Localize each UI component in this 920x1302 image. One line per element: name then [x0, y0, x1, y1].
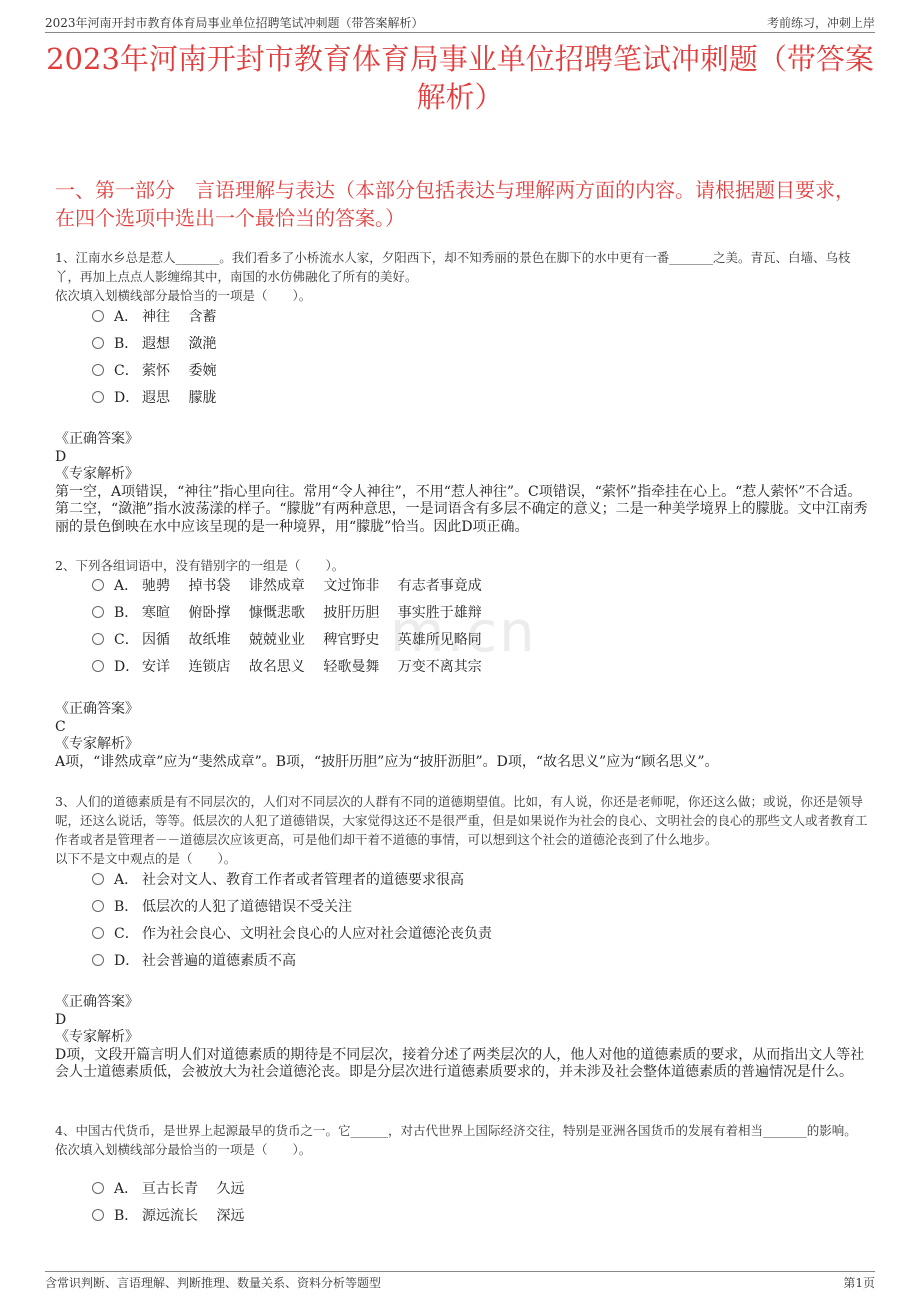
analysis-text: A项，“诽然成章”应为“斐然成章”。B项，“披肝历胆”应为“披肝沥胆”。D项，“故名思义”应为“顾名思义”。	[55, 753, 719, 770]
radio-icon[interactable]	[92, 927, 104, 939]
page-footer	[45, 1271, 875, 1292]
radio-icon[interactable]	[92, 1182, 104, 1194]
radio-icon[interactable]	[92, 954, 104, 966]
analysis-text: D项，文段开篇言明人们对道德素质的期待是不同层次，接着分述了两类层次的人，他人对他的道德素质的要求，从而指出文人等社会人士道德素质低，会被放大为社会道德沦丧。即是分层次进行道德素质要求的，并未涉及社会整体道德素质的普遍情况是什么。	[55, 1046, 865, 1080]
question-1-options	[92, 304, 216, 412]
analysis-label: 《专家解析》	[55, 466, 139, 482]
analysis-label: 《专家解析》	[55, 1029, 139, 1045]
question-stem: 4、中国古代货币，是世界上起源最早的货币之一。它______，对古代世界上国际经济交往，特别是亚洲各国货币的发展有着相当_______的影响。	[55, 1123, 857, 1138]
question-stem: 1、江南水乡总是惹人_______。我们看多了小桥流水人家，夕阳西下，却不知秀丽的景色在脚下的水中更有一番_______之美。青瓦、白墙、乌枝丫，再加上点点人影缠绵其中，南国的水仿佛融化了所有的美好。	[55, 250, 851, 284]
radio-icon[interactable]	[92, 873, 104, 885]
question-1	[55, 248, 870, 305]
question-2-answer	[55, 701, 870, 771]
analysis-text: 第一空，A项错误，“神往”指心里向往。常用“令人神往”，不用“惹人神往”。C项错误，“萦怀”指牵挂在心上。“惹人萦怀”不合适。第二空，“潋滟”指水波荡漾的样子。“朦胧”有两种意思，一是词语含有多层不确定的意义；二是一种美学境界上的朦胧。文中江南秀丽的景色倒映在水中应该呈现的是一种境界，用“朦胧”恰当。因此D项正确。	[55, 483, 868, 535]
answer-value: C	[55, 718, 66, 735]
header-doc-title: 2023年河南开封市教育体育局事业单位招聘笔试冲刺题（带答案解析）	[45, 16, 424, 30]
radio-icon[interactable]	[92, 900, 104, 912]
page-title: 2023年河南开封市教育体育局事业单位招聘笔试冲刺题（带答案解析）	[46, 42, 874, 114]
page-number: 第1页	[843, 1276, 875, 1290]
option-a[interactable]: A． 驰骋 掉书袋 诽然成章 文过饰非 有志者事竟成	[92, 573, 482, 600]
question-prompt: 依次填入划横线部分最恰当的一项是（ ）。	[55, 1142, 312, 1157]
watermark: m.cn	[390, 600, 537, 665]
question-stem: 3、人们的道德素质是有不同层次的，人们对不同层次的人群有不同的道德期望值。比如，有人说，你还是老师呢，你还这么做；或说，你还是领导呢，还这么说话，等等。低层次的人犯了道德错误，大家觉得这还不是很严重，但是如果说作为社会的良心、文明社会的良心的那些文人或者教育工作者或者是管理者－－道德层次应该更高，可是他们却干着不道德的事情，可以想到这个社会的道德沦丧到了什么地步。	[55, 794, 868, 847]
question-3-answer	[55, 994, 870, 1082]
radio-icon[interactable]	[92, 660, 104, 672]
radio-icon[interactable]	[92, 1209, 104, 1221]
section-title: 一、第一部分 言语理解与表达（本部分包括表达与理解两方面的内容。请根据题目要求，在四个选项中选出一个最恰当的答案。）	[55, 178, 855, 230]
option-d[interactable]: D． 遐思 朦胧	[92, 385, 216, 412]
option-d[interactable]: D． 安详 连锁店 故名思义 轻歌曼舞 万变不离其宗	[92, 654, 482, 681]
radio-icon[interactable]	[92, 337, 104, 349]
question-stem: 2、下列各组词语中，没有错别字的一组是（ ）。	[55, 558, 345, 573]
option-b[interactable]: B． 寒暄 俯卧撑 慷慨悲歌 披肝历胆 事实胜于雄辩	[92, 600, 482, 627]
radio-icon[interactable]	[92, 606, 104, 618]
option-b[interactable]: B． 低层次的人犯了道德错误不受关注	[92, 894, 492, 921]
radio-icon[interactable]	[92, 310, 104, 322]
radio-icon[interactable]	[92, 391, 104, 403]
question-prompt: 依次填入划横线部分最恰当的一项是（ ）。	[55, 288, 312, 303]
answer-value: D	[55, 1011, 67, 1028]
option-c[interactable]: C． 作为社会良心、文明社会良心的人应对社会道德沦丧负责	[92, 921, 492, 948]
page-header	[45, 12, 875, 33]
option-d[interactable]: D． 社会普遍的道德素质不高	[92, 948, 492, 975]
answer-value: D	[55, 448, 67, 465]
option-c[interactable]: C． 萦怀 委婉	[92, 358, 216, 385]
radio-icon[interactable]	[92, 579, 104, 591]
option-c[interactable]: C． 因循 故纸堆 兢兢业业 稗官野史 英雄所见略同	[92, 627, 482, 654]
option-a[interactable]: A． 神往 含蓄	[92, 304, 216, 331]
answer-label: 《正确答案》	[55, 701, 139, 717]
question-3-options	[92, 867, 492, 975]
option-a[interactable]: A． 亘古长青 久远	[92, 1176, 244, 1203]
footer-note: 含常识判断、言语理解、判断推理、数量关系、资料分析等题型	[45, 1276, 382, 1290]
question-prompt: 以下不是文中观点的是（ ）。	[55, 851, 237, 866]
answer-label: 《正确答案》	[55, 994, 139, 1010]
answer-label: 《正确答案》	[55, 431, 139, 447]
question-1-answer	[55, 431, 870, 536]
question-3	[55, 792, 870, 868]
question-2-options	[92, 573, 482, 681]
option-b[interactable]: B． 遐想 潋滟	[92, 331, 216, 358]
analysis-label: 《专家解析》	[55, 736, 139, 752]
header-slogan: 考前练习，冲刺上岸	[766, 16, 875, 30]
question-4-options	[92, 1176, 244, 1230]
radio-icon[interactable]	[92, 364, 104, 376]
option-a[interactable]: A． 社会对文人、教育工作者或者管理者的道德要求很高	[92, 867, 492, 894]
option-b[interactable]: B． 源远流长 深远	[92, 1203, 244, 1230]
question-4	[55, 1121, 870, 1159]
radio-icon[interactable]	[92, 633, 104, 645]
